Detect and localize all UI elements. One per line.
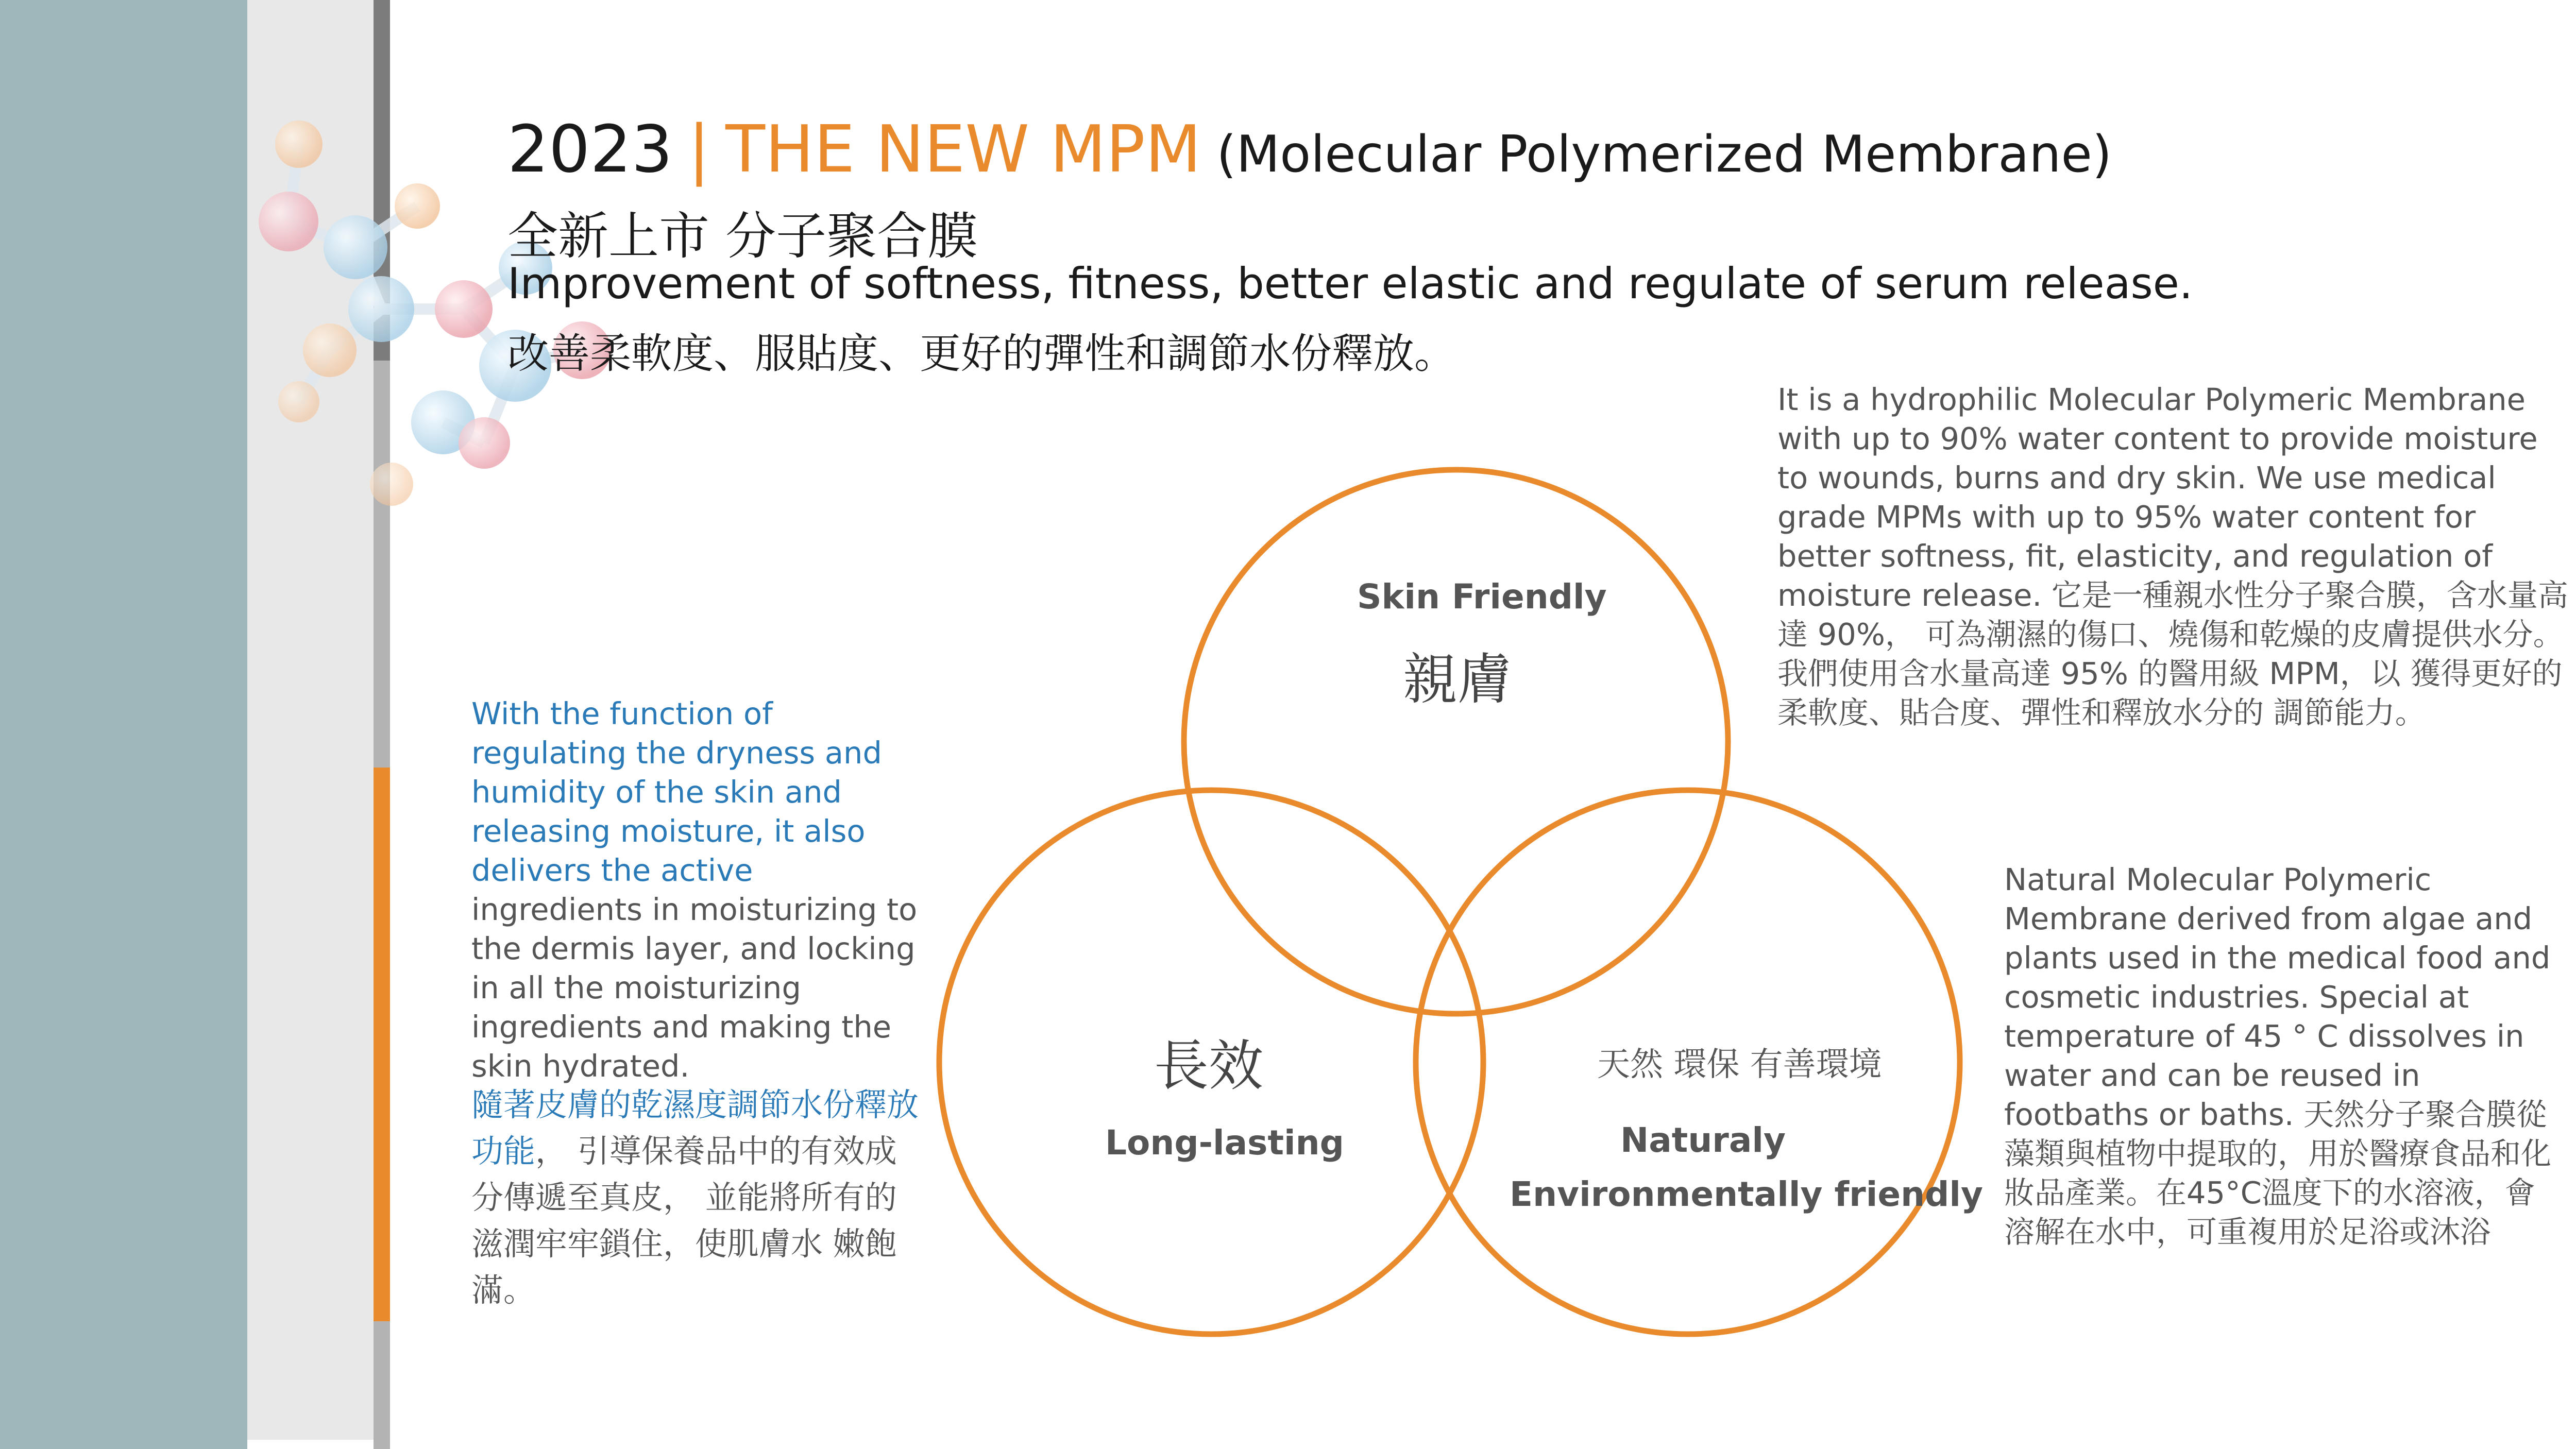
venn-right-label-zh: 天然 環保 有善環境 <box>1597 1046 1882 1084</box>
title-product: THE NEW MPM <box>725 111 1201 187</box>
subtitle-chinese: 全新上市 分子聚合膜 <box>507 207 978 266</box>
title-fullname: (Molecular Polymerized Membrane) <box>1216 125 2112 184</box>
venn-right-label-en-2: Environmentally friendly <box>1510 1174 1983 1214</box>
description-regulating-highlight: With the function of regulating the dryness and humidity of the skin and releasing moisture, it also delivers the active <box>471 696 882 888</box>
title-separator: | <box>688 111 710 187</box>
venn-left-label-en: Long-lasting <box>1105 1123 1344 1163</box>
side-bar-light-bottom <box>374 1321 390 1449</box>
description-hydrophilic: It is a hydrophilic Molecular Polymeric Membrane with up to 90% water content to provide moisture to wounds, burns and dry skin. We use medical grade MPMs with up to 95% water content for better softness, fit, elasticity, and regulation of moisture release. 它是一種親水性分子聚合膜，含水量高達 90%， 可為潮濕的傷口、燒傷和乾燥的皮膚提供水分。我們使用含水量高達 95% 的醫用級 MPM，以 獲得更好的柔軟度、貼合度、彈性和釋放水分的 調節能力。 <box>1777 382 2568 730</box>
description-regulating-rest: ingredients in moisturizing to the dermis layer, and locking in all the moisturizing ingredients and making the skin hydrated. <box>471 892 918 1084</box>
description-regulating <box>471 694 925 1086</box>
title-year: 2023 <box>507 111 673 187</box>
subtitle-chinese-benefits: 改善柔軟度、服貼度、更好的彈性和調節水份釋放。 <box>507 330 1455 378</box>
description-regulating-chinese-highlight: 隨著皮膚的乾濕度調節水份釋放功能 <box>471 1086 919 1170</box>
venn-top-label-zh: 親膚 <box>1403 648 1512 711</box>
description-regulating-chinese-rest: ， 引導保養品中的有效成分傳遞至真皮， 並能將所有的滋潤牢牢鎖住，使肌膚水 嫩飽滿。 <box>471 1132 897 1309</box>
page-title <box>507 111 2112 208</box>
venn-right-label-en-1: Naturaly <box>1620 1120 1786 1160</box>
venn-diagram <box>917 453 1983 1339</box>
description-regulating-chinese <box>471 1082 925 1314</box>
venn-top-label-en: Skin Friendly <box>1357 577 1607 617</box>
side-bar-orange <box>374 768 390 1321</box>
venn-circle-top <box>1184 470 1728 1014</box>
description-natural: Natural Molecular Polymeric Membrane derived from algae and plants used in the medical food and cosmetic industries. Special at temperature of 45 ° C dissolves in water and can be reused in footbaths or baths. 天然分子聚合膜從藻類與植物中提取的，用於醫療食品和化妝品產業。在45°C溫度下的水溶液，會溶解在水中，可重複用於足浴或沐浴 <box>2004 862 2552 1250</box>
subtitle-english: Improvement of softness, fitness, better elastic and regulate of serum release. <box>507 259 2193 309</box>
venn-left-label-zh: 長效 <box>1154 1034 1263 1098</box>
